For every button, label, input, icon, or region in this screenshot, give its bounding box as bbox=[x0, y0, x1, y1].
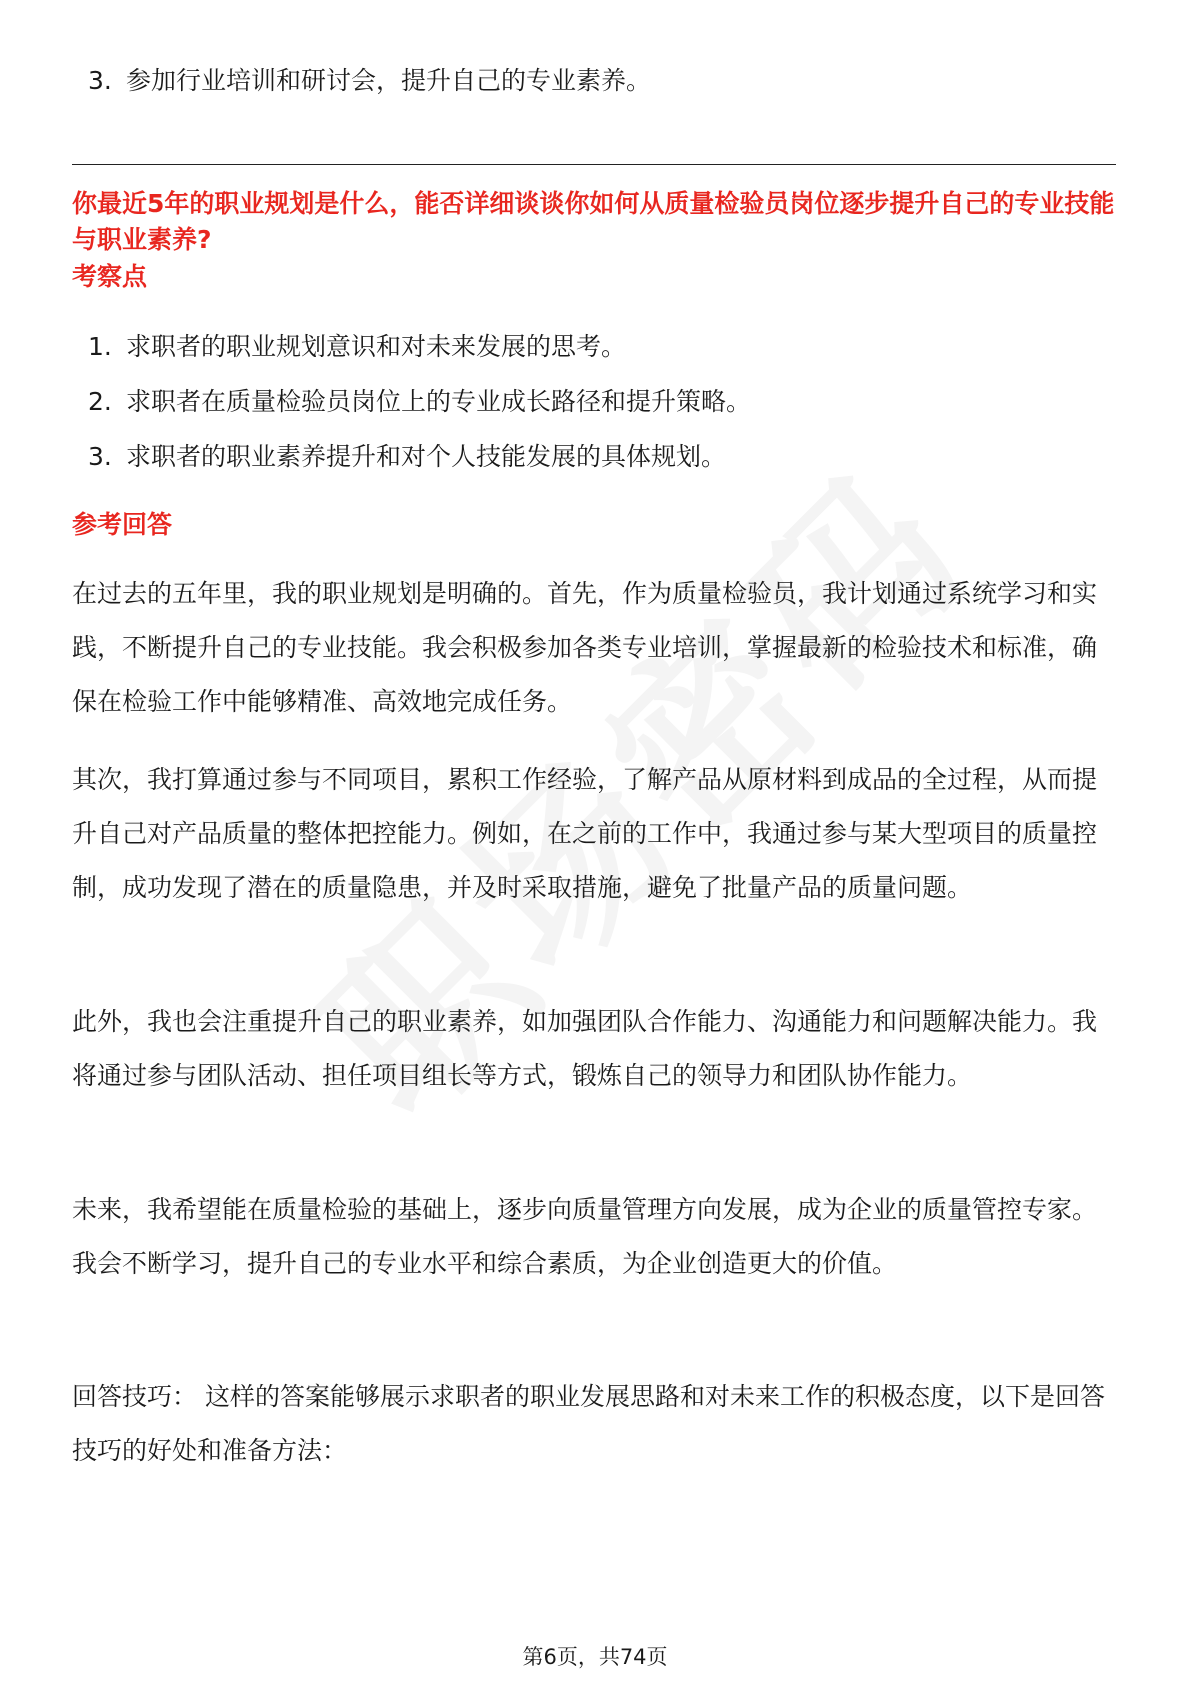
list-text: 参加行业培训和研讨会，提升自己的专业素养。 bbox=[126, 66, 652, 95]
answer-paragraph: 在过去的五年里，我的职业规划是明确的。首先，作为质量检验员，我计划通过系统学习和实践，不断提升自己的专业技能。我会积极参加各类专业培训，掌握最新的检验技术和标准，确保在检验工作中能够精准、高效地完成任务。 bbox=[72, 579, 1098, 716]
answer-paragraph: 其次，我打算通过参与不同项目，累积工作经验，了解产品从原材料到成品的全过程，从而提升自己对产品质量的整体把控能力。例如，在之前的工作中，我通过参与某大型项目的质量控制，成功发现了潜在的质量隐患，并及时采取措施，避免了批量产品的质量问题。 bbox=[72, 765, 1098, 902]
list-number: 3. bbox=[88, 66, 112, 95]
list-text: 求职者的职业规划意识和对未来发展的思考。 bbox=[126, 332, 627, 361]
list-text: 求职者的职业素养提升和对个人技能发展的具体规划。 bbox=[126, 442, 727, 471]
question-heading: 你最近5年的职业规划是什么，能否详细谈谈你如何从质量检验员岗位逐步提升自己的专业技能与职业素养? bbox=[72, 189, 1115, 254]
list-item bbox=[88, 440, 726, 474]
section-heading-answer: 参考回答 bbox=[72, 510, 173, 539]
answer-paragraph: 未来，我希望能在质量检验的基础上，逐步向质量管理方向发展，成为企业的质量管控专家。我会不断学习，提升自己的专业水平和综合素质，为企业创造更大的价值。 bbox=[72, 1195, 1098, 1278]
tips-paragraph: 回答技巧： 这样的答案能够展示求职者的职业发展思路和对未来工作的积极态度，以下是回答技巧的好处和准备方法： bbox=[72, 1382, 1105, 1465]
list-text: 求职者在质量检验员岗位上的专业成长路径和提升策略。 bbox=[126, 387, 752, 416]
list-item bbox=[88, 385, 751, 419]
page-footer: 第6页，共74页 bbox=[522, 1645, 668, 1669]
list-number: 3. bbox=[88, 442, 112, 471]
answer-paragraph: 此外，我也会注重提升自己的职业素养，如加强团队合作能力、沟通能力和问题解决能力。我将通过参与团队活动、担任项目组长等方式，锻炼自己的领导力和团队协作能力。 bbox=[72, 1007, 1098, 1090]
list-number: 1. bbox=[88, 332, 112, 361]
section-heading-points: 考察点 bbox=[72, 262, 148, 291]
divider bbox=[72, 164, 1116, 165]
list-item bbox=[88, 330, 626, 364]
list-number: 2. bbox=[88, 387, 112, 416]
list-item bbox=[88, 64, 651, 98]
